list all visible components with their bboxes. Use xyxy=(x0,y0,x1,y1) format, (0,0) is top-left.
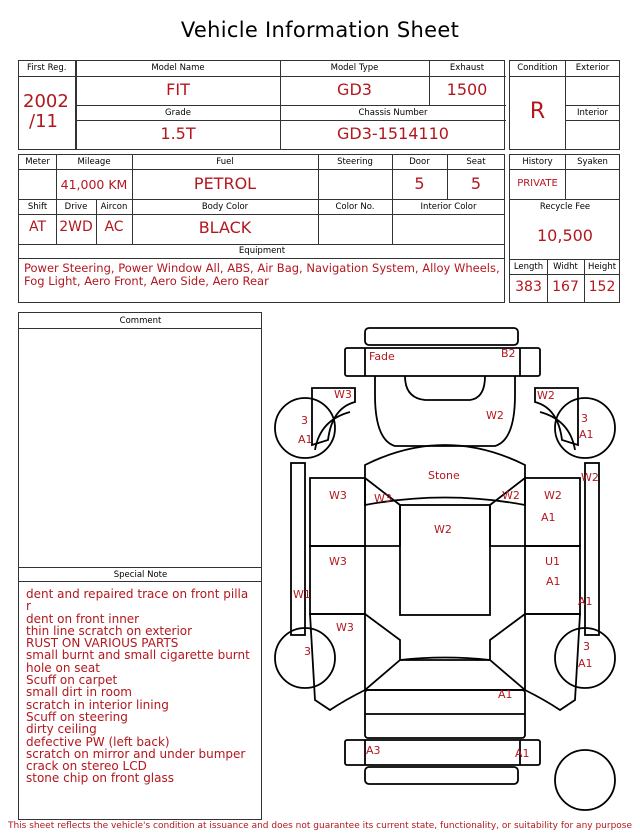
mark-b2: B2 xyxy=(501,347,516,360)
disclaimer-footer: This sheet reflects the vehicle's condition at issuance and does not guarantee its current state, functionality, or suitability for any purpose xyxy=(7,821,633,831)
rear-window xyxy=(365,660,525,690)
length-value: 383 xyxy=(515,279,542,295)
page-title: Vehicle Information Sheet xyxy=(180,18,460,42)
special-notes-list xyxy=(26,588,250,785)
special-note-item: r xyxy=(26,599,31,614)
first-reg-label: First Reg. xyxy=(27,63,67,73)
history-value: PRIVATE xyxy=(517,178,558,189)
mileage-value: 41,000 KM xyxy=(60,177,128,192)
mark-tire-rr-1: 3 xyxy=(583,640,590,653)
tire-front-left xyxy=(275,398,335,458)
grade-value: 1.5T xyxy=(160,124,196,143)
seat-label: Seat xyxy=(466,157,486,167)
mark-fade: Fade xyxy=(369,350,395,363)
spare-tire xyxy=(555,750,615,810)
interior-label: Interior xyxy=(576,108,608,118)
history-table xyxy=(509,154,620,303)
left-sill xyxy=(291,463,305,635)
rear-right-quarter xyxy=(525,614,580,710)
mark-w1-left-sill: W1 xyxy=(293,588,311,601)
width-value: 167 xyxy=(552,279,579,295)
drive-value: 2WD xyxy=(59,219,93,235)
seat-value: 5 xyxy=(470,174,482,193)
door-value: 5 xyxy=(414,174,425,193)
special-note-item: dent and repaired trace on front pilla xyxy=(26,587,249,601)
mark-w3-door-fl: W3 xyxy=(329,489,347,502)
special-note-item: Scuff on carpet xyxy=(26,673,118,688)
special-note-item: scratch in interior lining xyxy=(26,697,169,712)
mark-w3-door-rl: W3 xyxy=(329,555,347,568)
special-note-label: Special Note xyxy=(113,570,168,580)
special-note-item: small dirt in room xyxy=(26,685,132,700)
special-note-item: dent on front inner xyxy=(26,611,140,626)
mark-w2-front-right: W2 xyxy=(537,389,555,402)
front-bumper-top xyxy=(365,328,518,345)
mark-a1-door-rr: A1 xyxy=(546,575,561,588)
recycle-fee-value: 10,500 xyxy=(537,226,593,245)
fuel-label: Fuel xyxy=(216,157,234,167)
tire-rear-left xyxy=(275,628,335,688)
right-sill xyxy=(585,463,599,635)
body-color-value: BLACK xyxy=(198,218,252,237)
comment-box xyxy=(18,312,262,820)
shift-label: Shift xyxy=(27,202,48,212)
mark-a1-tailgate: A1 xyxy=(498,688,513,701)
steering-label: Steering xyxy=(337,157,373,167)
specs-table xyxy=(18,154,505,303)
special-note-item: crack on stereo LCD xyxy=(26,759,147,774)
mark-tire-rl: 3 xyxy=(304,645,311,658)
interior-color-label: Interior Color xyxy=(420,202,477,212)
syaken-label: Syaken xyxy=(577,157,608,167)
equipment-label: Equipment xyxy=(238,246,286,256)
rear-bumper-bottom xyxy=(365,767,518,784)
equipment-text: Power Steering, Power Window All, ABS, Air Bag, Navigation System, Alloy Wheels, Fog Light, Aero Front, Aero Side, Aero Rear xyxy=(24,261,500,288)
recycle-fee-label: Recycle Fee xyxy=(539,202,591,212)
height-label: Height xyxy=(587,262,617,272)
drive-label: Drive xyxy=(64,202,88,212)
mark-a1-rear: A1 xyxy=(515,747,530,760)
mark-tire-rr-2: A1 xyxy=(578,657,593,670)
condition-value: R xyxy=(529,99,546,124)
mark-a3-rear: A3 xyxy=(366,744,381,757)
chassis-number-value: GD3-1514110 xyxy=(337,124,449,143)
meter-label: Meter xyxy=(25,157,50,167)
condition-table xyxy=(509,60,620,150)
mark-stone: Stone xyxy=(428,469,460,482)
exhaust-label: Exhaust xyxy=(449,63,485,73)
special-note-item: hole on seat xyxy=(26,660,100,675)
mark-tire-fr-1: 3 xyxy=(581,412,588,425)
aircon-value: AC xyxy=(104,219,124,235)
first-reg-month: /11 xyxy=(29,111,58,132)
mark-w2-right-side: W2 xyxy=(581,471,599,484)
model-type-label: Model Type xyxy=(330,63,379,73)
car-damage-diagram xyxy=(262,315,632,820)
special-note-item: thin line scratch on exterior xyxy=(26,623,193,638)
mark-w2-door-fr: W2 xyxy=(544,489,562,502)
model-name-value: FIT xyxy=(166,80,190,99)
mileage-label: Mileage xyxy=(77,157,111,167)
mark-w3-pillar-l: W3 xyxy=(374,492,392,505)
model-type-value: GD3 xyxy=(337,80,372,99)
comment-label: Comment xyxy=(119,316,162,326)
special-note-item: scratch on mirror and under bumper xyxy=(26,746,246,761)
mark-w3-rear-quarter: W3 xyxy=(336,621,354,634)
mark-tire-fr-2: A1 xyxy=(579,428,594,441)
model-info-table xyxy=(18,60,505,150)
length-label: Length xyxy=(513,262,544,272)
chassis-number-label: Chassis Number xyxy=(358,108,428,118)
first-reg-year: 2002 xyxy=(23,91,69,112)
mark-u1-door-rr: U1 xyxy=(545,555,561,568)
mark-w3-front-left: W3 xyxy=(334,388,352,401)
fuel-value: PETROL xyxy=(193,174,257,193)
condition-label: Condition xyxy=(517,63,558,73)
mark-w2-roof: W2 xyxy=(434,523,452,536)
mark-tire-fl-2: A1 xyxy=(298,433,313,446)
special-note-item: Scuff on steering xyxy=(26,709,128,724)
mark-w2-pillar-r: W2 xyxy=(502,489,520,502)
width-label: Widht xyxy=(553,262,578,272)
color-no-label: Color No. xyxy=(335,202,375,212)
special-note-item: small burnt and small cigarette burnt xyxy=(26,648,250,663)
special-note-item: stone chip on front glass xyxy=(26,771,175,786)
special-note-item: dirty ceiling xyxy=(26,722,97,737)
door-label: Door xyxy=(409,157,430,167)
body-color-label: Body Color xyxy=(201,202,249,212)
mark-a1-right-sill: A1 xyxy=(578,595,593,608)
model-name-label: Model Name xyxy=(151,63,205,73)
mark-a1-door-fr: A1 xyxy=(541,511,556,524)
exterior-label: Exterior xyxy=(575,63,610,73)
grade-label: Grade xyxy=(165,108,191,118)
shift-value: AT xyxy=(28,219,47,235)
special-note-item: defective PW (left back) xyxy=(26,734,170,749)
mark-tire-fl-1: 3 xyxy=(301,414,308,427)
roof xyxy=(400,505,490,615)
height-value: 152 xyxy=(588,279,616,295)
history-label: History xyxy=(522,157,553,167)
mark-w2-fender: W2 xyxy=(486,409,504,422)
special-note-item: RUST ON VARIOUS PARTS xyxy=(26,636,179,651)
exhaust-value: 1500 xyxy=(446,80,488,99)
aircon-label: Aircon xyxy=(100,202,128,212)
